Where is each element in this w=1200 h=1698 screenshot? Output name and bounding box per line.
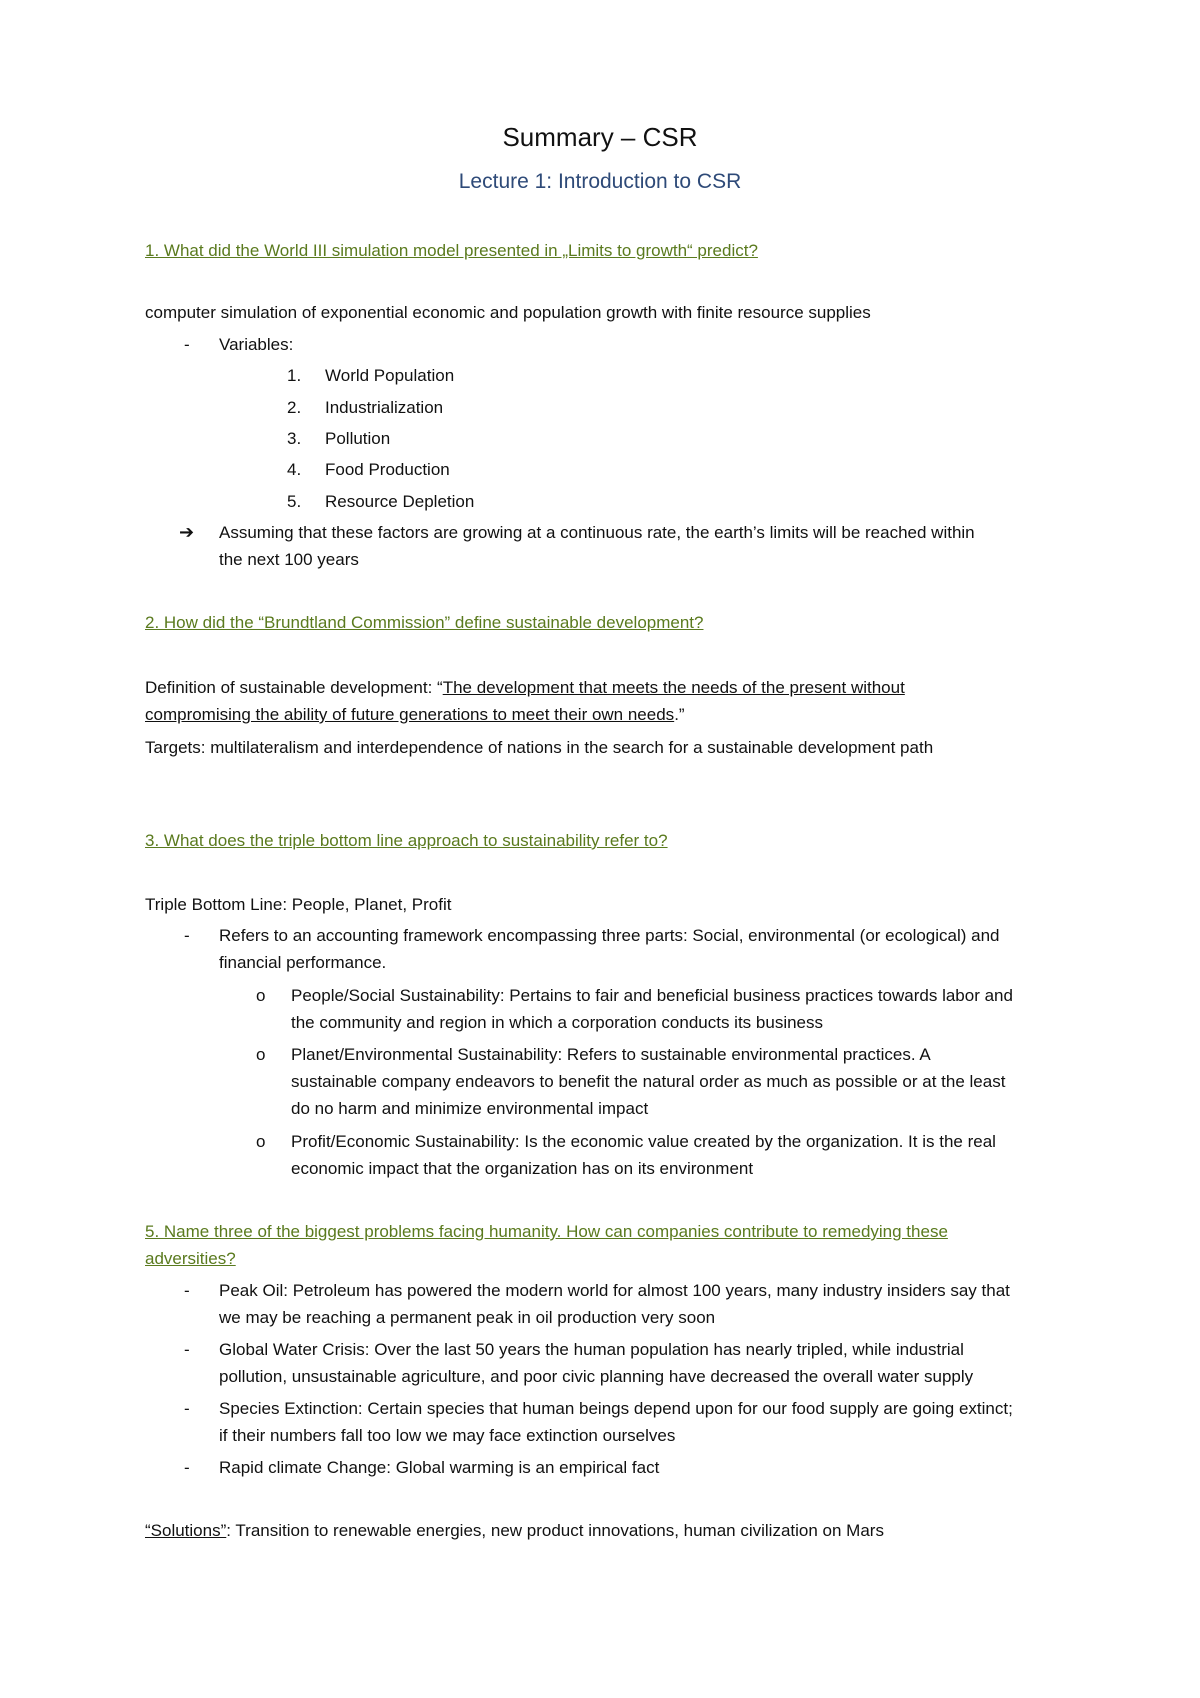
q1-intro: computer simulation of exponential economic and population growth with finite resource supplies bbox=[145, 303, 871, 322]
problem-water-crisis-line-2: pollution, unsustainable agriculture, and poor civic planning have decreased the overall water supply bbox=[219, 1367, 974, 1386]
variable-item: Resource Depletion bbox=[325, 492, 475, 511]
dash-bullet: - bbox=[184, 926, 190, 945]
circle-bullet: o bbox=[256, 986, 266, 1005]
question-5-line-2: adversities? bbox=[145, 1249, 236, 1268]
variable-item: Pollution bbox=[325, 429, 391, 448]
definition-suffix: .” bbox=[674, 705, 685, 724]
triple-bottom-line: Triple Bottom Line: People, Planet, Profit bbox=[145, 895, 452, 914]
profit-sustainability-line-2: economic impact that the organization has on its environment bbox=[291, 1159, 754, 1178]
variable-number: 1. bbox=[287, 366, 302, 385]
tbl-refers-line-2: financial performance. bbox=[219, 953, 387, 972]
document-title: Summary – CSR bbox=[502, 122, 698, 152]
problem-species-extinction-line-1: Species Extinction: Certain species that human beings depend upon for our food supply are going extinct; bbox=[219, 1399, 1013, 1418]
q2-targets: Targets: multilateralism and interdependence of nations in the search for a sustainable development path bbox=[145, 738, 934, 757]
variable-item: Food Production bbox=[325, 460, 450, 479]
problem-water-crisis-line-1: Global Water Crisis: Over the last 50 years the human population has nearly tripled, while industrial bbox=[219, 1340, 964, 1359]
variable-number: 2. bbox=[287, 398, 302, 417]
variables-label: Variables: bbox=[219, 335, 294, 354]
tbl-refers-line-1: Refers to an accounting framework encompassing three parts: Social, environmental (or ecological) and bbox=[219, 926, 1000, 945]
question-1: 1. What did the World III simulation model presented in „Limits to growth“ predict? bbox=[145, 241, 758, 260]
solutions-line bbox=[145, 1520, 884, 1541]
people-sustainability-line-1: People/Social Sustainability: Pertains to fair and beneficial business practices towards labor and bbox=[291, 986, 1013, 1005]
variable-item: Industrialization bbox=[325, 398, 444, 417]
dash-bullet: - bbox=[184, 1281, 190, 1300]
profit-sustainability-line-1: Profit/Economic Sustainability: Is the economic value created by the organization. It is the real bbox=[291, 1132, 996, 1151]
variable-number: 4. bbox=[287, 460, 302, 479]
problem-species-extinction-line-2: if their numbers fall too low we may face extinction ourselves bbox=[219, 1426, 676, 1445]
q1-conclusion-line-1: Assuming that these factors are growing at a continuous rate, the earth’s limits will be reached within bbox=[219, 523, 975, 542]
circle-bullet: o bbox=[256, 1045, 266, 1064]
question-2: 2. How did the “Brundtland Commission” define sustainable development? bbox=[145, 613, 704, 632]
definition-quote: compromising the ability of future generations to meet their own needs bbox=[145, 705, 675, 724]
q2-definition-line-2 bbox=[145, 704, 685, 725]
q2-definition-line-1 bbox=[145, 677, 905, 698]
dash-bullet: - bbox=[184, 335, 190, 354]
dash-bullet: - bbox=[184, 1340, 190, 1359]
variable-number: 3. bbox=[287, 429, 302, 448]
question-5-line-1: 5. Name three of the biggest problems facing humanity. How can companies contribute to remedying these bbox=[145, 1222, 948, 1241]
planet-sustainability-line-2: sustainable company endeavors to benefit the natural order as much as possible or at the least bbox=[291, 1072, 1006, 1091]
arrow-right-icon: ➔ bbox=[179, 522, 195, 542]
dash-bullet: - bbox=[184, 1399, 190, 1418]
circle-bullet: o bbox=[256, 1132, 266, 1151]
q1-conclusion-line-2: the next 100 years bbox=[219, 550, 359, 569]
definition-prefix: Definition of sustainable development: “ bbox=[145, 678, 443, 697]
variable-item: World Population bbox=[325, 366, 455, 385]
people-sustainability-line-2: the community and region in which a corporation conducts its business bbox=[291, 1013, 824, 1032]
problem-peak-oil-line-2: we may be reaching a permanent peak in oil production very soon bbox=[219, 1308, 716, 1327]
planet-sustainability-line-1: Planet/Environmental Sustainability: Refers to sustainable environmental practices. A bbox=[291, 1045, 931, 1064]
solutions-label: “Solutions” bbox=[145, 1521, 227, 1540]
lecture-heading: Lecture 1: Introduction to CSR bbox=[458, 170, 742, 193]
solutions-text: : Transition to renewable energies, new product innovations, human civilization on Mars bbox=[226, 1521, 884, 1540]
problem-peak-oil-line-1: Peak Oil: Petroleum has powered the modern world for almost 100 years, many industry insiders say that bbox=[219, 1281, 1010, 1300]
dash-bullet: - bbox=[184, 1458, 190, 1477]
problem-climate-change: Rapid climate Change: Global warming is an empirical fact bbox=[219, 1458, 660, 1477]
question-3: 3. What does the triple bottom line approach to sustainability refer to? bbox=[145, 831, 668, 850]
definition-quote: The development that meets the needs of the present without bbox=[442, 678, 905, 697]
variable-number: 5. bbox=[287, 492, 302, 511]
planet-sustainability-line-3: do no harm and minimize environmental impact bbox=[291, 1099, 649, 1118]
